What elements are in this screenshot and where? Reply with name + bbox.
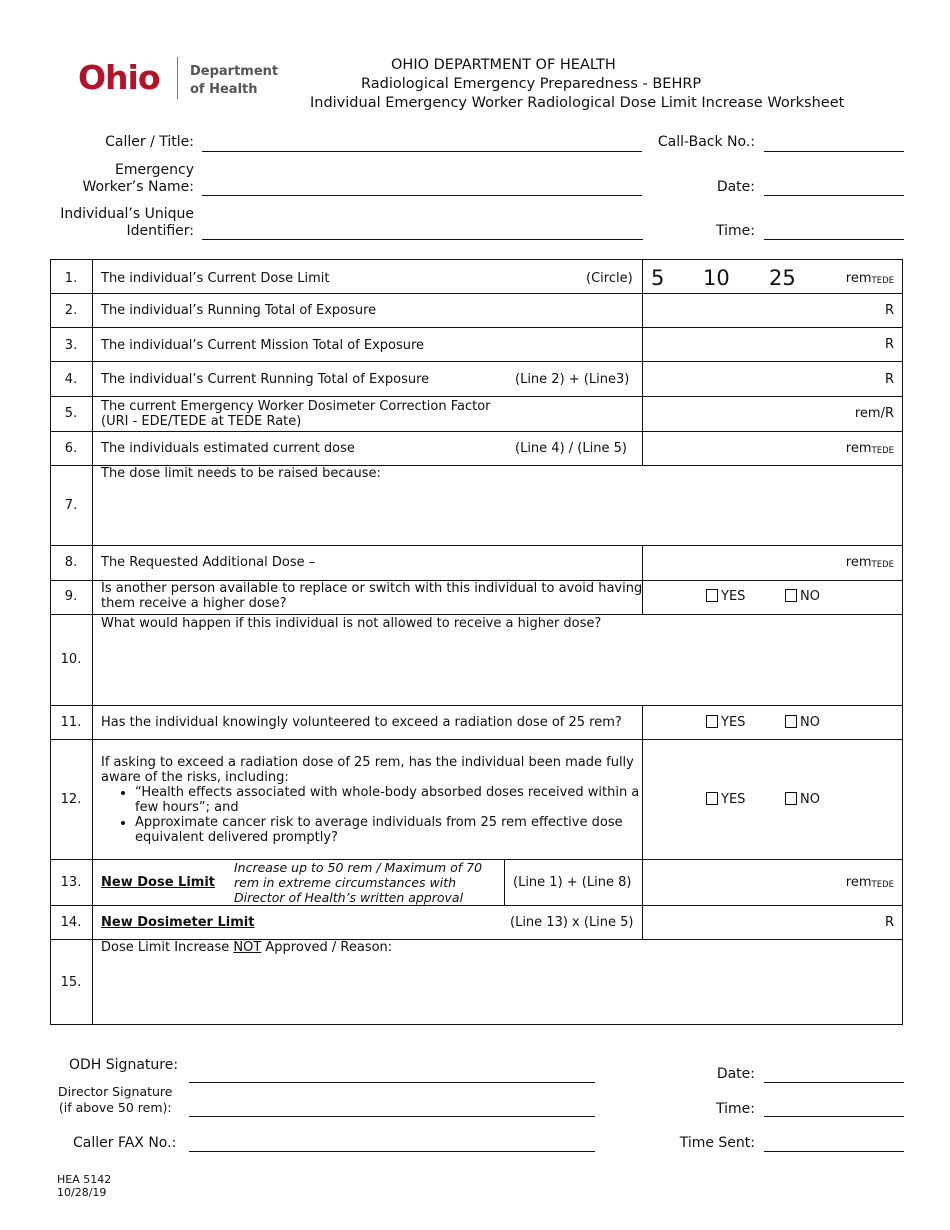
row6-unit-main: rem <box>845 441 872 456</box>
row7-reason-field[interactable] <box>93 482 902 544</box>
row11-no-checkbox[interactable] <box>785 715 797 728</box>
row2-unit: R <box>884 303 894 318</box>
row6-number: 6. <box>64 441 78 456</box>
row11-no-label: NO <box>800 715 820 730</box>
time-sent-label: Time Sent: <box>679 1135 755 1151</box>
row15-text <box>101 940 392 955</box>
row8-text: The Requested Additional Dose – <box>101 555 316 570</box>
row11-yes-option[interactable] <box>706 715 745 730</box>
row1-unit <box>846 271 894 286</box>
row-divider <box>50 327 903 328</box>
time-field[interactable] <box>764 239 904 240</box>
bottom-date-field[interactable] <box>764 1082 904 1083</box>
new-dosimeter-limit-label: New Dosimeter Limit <box>101 915 255 930</box>
caller-fax-field[interactable] <box>189 1151 595 1152</box>
director-signature-label-l1: Director Signature <box>58 1084 173 1099</box>
row9-no-option[interactable] <box>785 589 820 604</box>
worker-name-label <box>82 162 194 196</box>
row13-note <box>234 860 482 905</box>
row8-number: 8. <box>64 555 78 570</box>
new-dose-limit-label: New Dose Limit <box>101 875 215 890</box>
row13-note-l3: Director of Health’s written approval <box>234 890 464 905</box>
row14-unit: R <box>884 915 894 930</box>
row5-text-l1: The current Emergency Worker Dosimeter Correction Factor <box>101 399 491 414</box>
row12-text-l1: If asking to exceed a radiation dose of 25 rem, has the individual been made fully <box>101 755 634 770</box>
row2-text: The individual’s Running Total of Exposure <box>101 303 377 318</box>
row8-unit-sub: TEDE <box>871 560 894 570</box>
bottom-time-field[interactable] <box>764 1116 904 1117</box>
row-divider <box>50 614 903 615</box>
row5-number: 5. <box>64 406 78 421</box>
unique-id-label <box>60 206 194 240</box>
row15-text-post: Approved / Reason: <box>261 940 393 955</box>
row-divider <box>50 396 903 397</box>
row-divider <box>50 361 903 362</box>
row13-unit-sub: TEDE <box>871 880 894 890</box>
row7-text: The dose limit needs to be raised because: <box>101 466 381 481</box>
dose-option-10[interactable]: 10 <box>703 266 730 290</box>
row3-number: 3. <box>64 338 78 353</box>
header-line2: Radiological Emergency Preparedness - BEHRP <box>361 76 702 92</box>
row5-unit: rem/R <box>854 406 894 421</box>
row12-text-l2: aware of the risks, including: <box>101 770 289 785</box>
row9-no-label: NO <box>800 589 820 604</box>
logo-divider <box>177 57 178 99</box>
row10-text: What would happen if this individual is not allowed to receive a higher dose? <box>101 616 602 631</box>
row-divider <box>50 545 903 546</box>
row5-text-l2: (URI - EDE/TEDE at TEDE Rate) <box>101 414 302 429</box>
row6-unit <box>846 441 894 456</box>
row12-yes-option[interactable] <box>706 792 745 807</box>
callback-label: Call-Back No.: <box>657 134 755 150</box>
row13-unit-main: rem <box>845 875 872 890</box>
date-field[interactable] <box>764 195 904 196</box>
row9-text <box>101 581 642 611</box>
row4-number: 4. <box>64 372 78 387</box>
row12-yes-checkbox[interactable] <box>706 792 718 805</box>
row3-text: The individual’s Current Mission Total of Exposure <box>101 338 425 353</box>
row9-number: 9. <box>64 589 78 604</box>
caller-title-label: Caller / Title: <box>105 134 194 150</box>
row12-number: 12. <box>60 792 82 807</box>
row6-unit-sub: TEDE <box>871 446 894 456</box>
row11-no-option[interactable] <box>785 715 820 730</box>
row-divider <box>50 431 903 432</box>
logo-dept-line2: of Health <box>190 82 258 97</box>
row9-text-l2: them receive a higher dose? <box>101 596 287 611</box>
worker-name-field[interactable] <box>202 195 642 196</box>
header-line1: OHIO DEPARTMENT OF HEALTH <box>391 57 616 73</box>
form-date: 10/28/19 <box>57 1186 107 1199</box>
row9-no-checkbox[interactable] <box>785 589 797 602</box>
row11-text: Has the individual knowingly volunteered to exceed a radiation dose of 25 rem? <box>101 715 622 730</box>
worker-name-label-l1: Emergency <box>115 162 194 178</box>
row-divider <box>50 905 903 906</box>
row10-answer-field[interactable] <box>93 632 902 704</box>
row12-bullet1: • “Health effects associated with whole-body absorbed doses received within a few hours”; and <box>135 785 641 815</box>
row11-yes-label: YES <box>721 715 746 730</box>
date-label: Date: <box>716 179 755 195</box>
row12-risk-list <box>101 785 641 845</box>
row-divider <box>50 739 903 740</box>
row8-unit <box>846 555 894 570</box>
row14-formula: (Line 13) x (Line 5) <box>510 915 634 930</box>
row9-yes-option[interactable] <box>706 589 745 604</box>
unique-id-label-l1: Individual’s Unique <box>60 206 194 222</box>
row9-yes-label: YES <box>721 589 746 604</box>
row1-circle-note: (Circle) <box>586 271 633 286</box>
row15-number: 15. <box>60 975 82 990</box>
row13-unit <box>846 875 894 890</box>
time-sent-field[interactable] <box>764 1151 904 1152</box>
row13-number: 13. <box>60 875 82 890</box>
row11-number: 11. <box>60 715 82 730</box>
bottom-time-label: Time: <box>716 1101 755 1117</box>
row12-no-label: NO <box>800 792 820 807</box>
row11-yes-checkbox[interactable] <box>706 715 718 728</box>
director-signature-label-l2: (if above 50 rem): <box>58 1100 172 1115</box>
row12-bullet2: • Approximate cancer risk to average individuals from 25 rem effective dose equivalent delivered promptly? <box>135 815 641 845</box>
row15-text-pre: Dose Limit Increase <box>101 940 234 955</box>
row7-number: 7. <box>64 498 78 513</box>
row9-text-l1: Is another person available to replace or switch with this individual to avoid having <box>101 581 643 596</box>
row-divider <box>50 293 903 294</box>
value-col-divider <box>642 705 643 939</box>
row1-unit-sub: TEDE <box>871 276 894 286</box>
row12-no-checkbox[interactable] <box>785 792 797 805</box>
row4-formula: (Line 2) + (Line3) <box>515 372 630 387</box>
form-footer <box>57 1173 111 1199</box>
row12-yes-label: YES <box>721 792 746 807</box>
row4-text: The individual’s Current Running Total of Exposure <box>101 372 430 387</box>
ohio-logo-wordmark: Ohio <box>78 58 160 97</box>
row13-note-l1: Increase up to 50 rem / Maximum of 70 <box>234 860 483 875</box>
row6-formula: (Line 4) / (Line 5) <box>515 441 627 456</box>
callback-field[interactable] <box>764 151 904 152</box>
form-code: HEA 5142 <box>57 1173 112 1186</box>
bottom-date-label: Date: <box>716 1066 755 1082</box>
row5-text <box>101 399 491 429</box>
row2-number: 2. <box>64 303 78 318</box>
header-line3: Individual Emergency Worker Radiological Dose Limit Increase Worksheet <box>310 95 845 111</box>
director-signature-field[interactable] <box>189 1116 595 1117</box>
row1-text: The individual’s Current Dose Limit <box>101 271 330 286</box>
unique-id-field[interactable] <box>202 239 643 240</box>
row-divider <box>50 705 903 706</box>
row15-text-not: NOT <box>233 940 262 955</box>
dose-option-25[interactable]: 25 <box>769 266 796 290</box>
logo-department-text <box>190 63 278 99</box>
row15-reason-field[interactable] <box>93 956 902 1024</box>
odh-signature-label: ODH Signature: <box>69 1057 179 1073</box>
row8-unit-main: rem <box>845 555 872 570</box>
row13-note-l2: rem in extreme circumstances with <box>234 875 457 890</box>
row3-unit: R <box>884 337 894 352</box>
row4-unit: R <box>884 372 894 387</box>
unique-id-label-l2: Identifier: <box>126 223 194 239</box>
row14-number: 14. <box>60 915 82 930</box>
time-label: Time: <box>716 223 755 239</box>
director-signature-label <box>58 1084 173 1116</box>
value-col-divider <box>642 259 643 465</box>
row9-yes-checkbox[interactable] <box>706 589 718 602</box>
row1-unit-main: rem <box>845 271 872 286</box>
row13-formula: (Line 1) + (Line 8) <box>513 875 632 890</box>
caller-fax-label: Caller FAX No.: <box>73 1135 177 1151</box>
row1-number: 1. <box>64 271 78 286</box>
row10-number: 10. <box>60 652 82 667</box>
logo-dept-line1: Department <box>190 64 279 79</box>
row6-text: The individuals estimated current dose <box>101 441 355 456</box>
row13-inner-divider <box>504 859 505 905</box>
row12-no-option[interactable] <box>785 792 820 807</box>
caller-title-field[interactable] <box>202 151 642 152</box>
dose-option-5[interactable]: 5 <box>651 266 665 290</box>
odh-signature-field[interactable] <box>189 1082 595 1083</box>
row12-text <box>101 755 641 845</box>
worker-name-label-l2: Worker’s Name: <box>82 179 194 195</box>
